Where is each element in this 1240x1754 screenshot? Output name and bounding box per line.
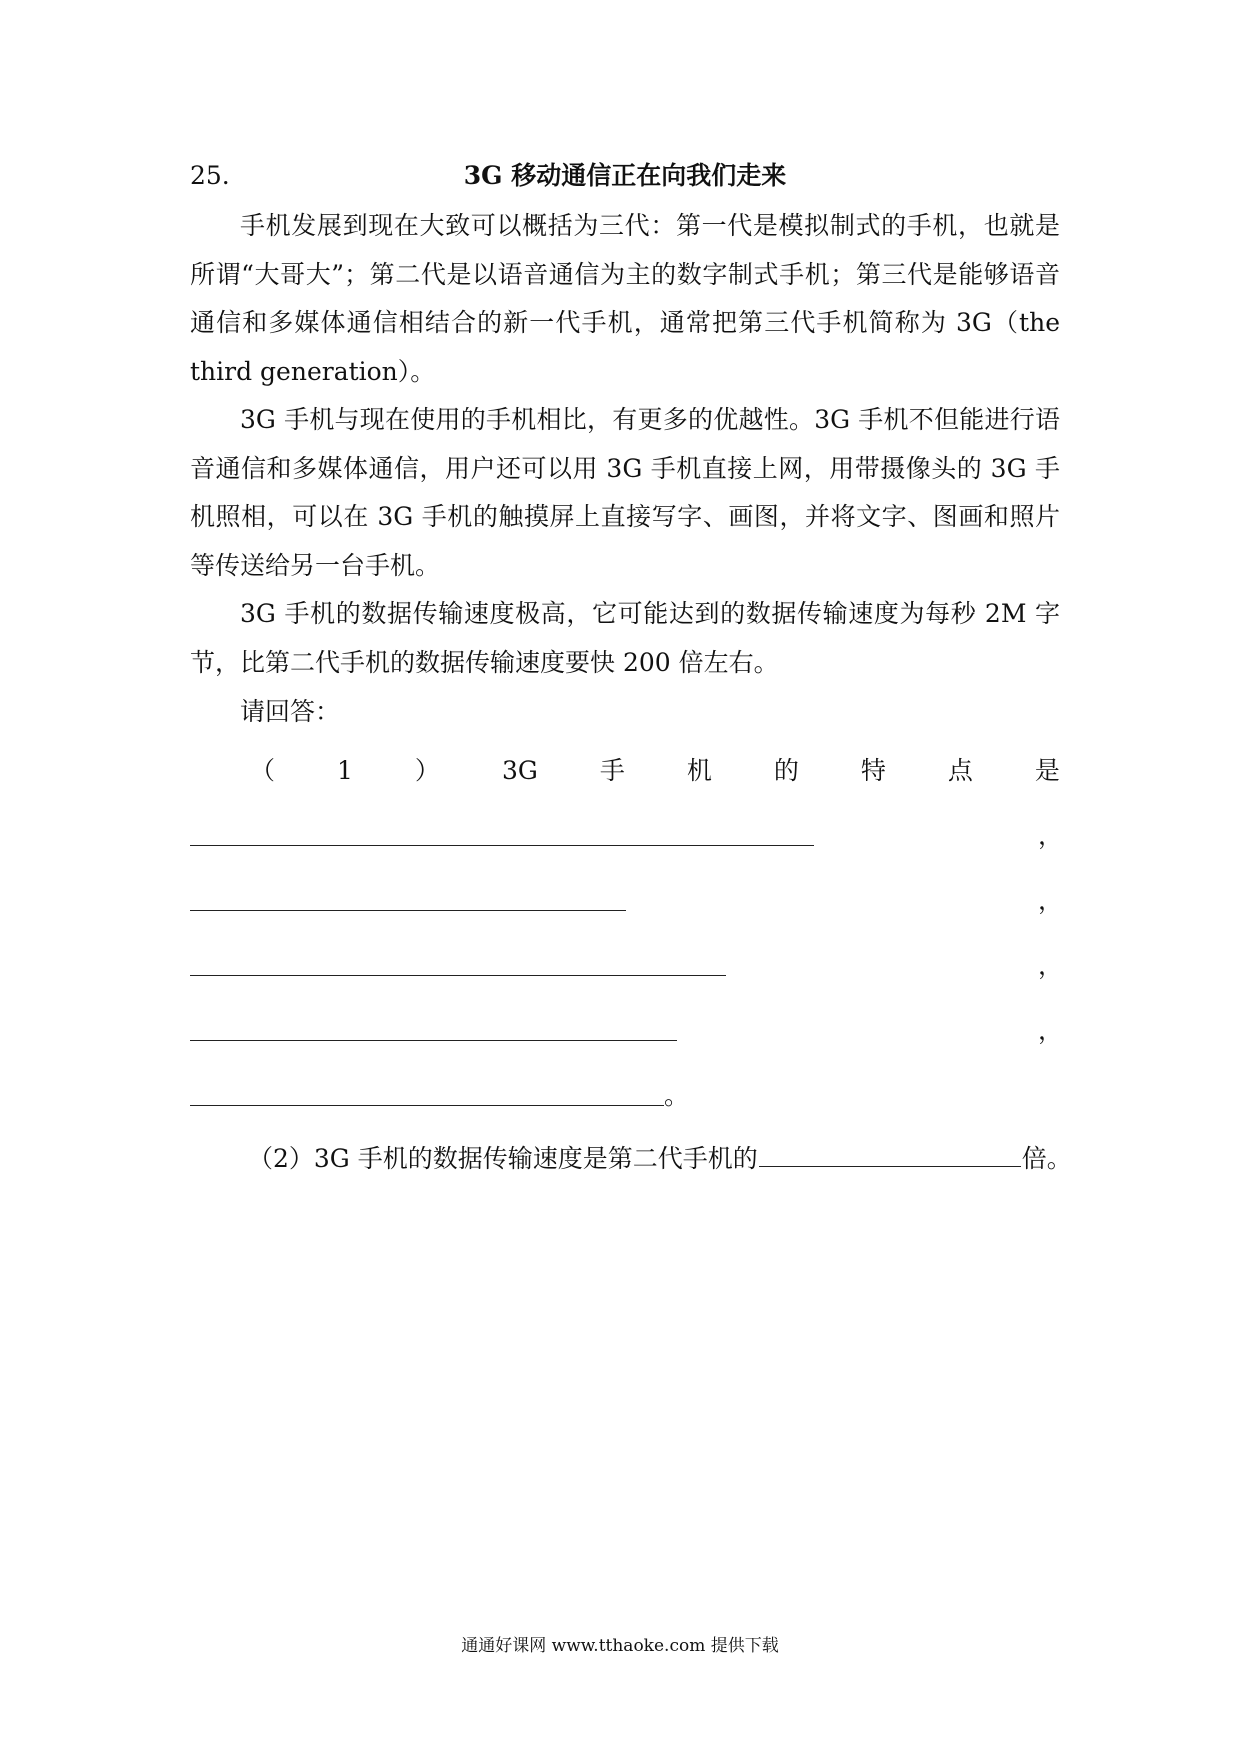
- passage-paragraph: 3G 手机的数据传输速度极高，它可能达到的数据传输速度为每秒 2M 字节，比第二代手机的数据传输速度要快 200 倍左右。: [190, 599, 1060, 677]
- question-2-text: （2）3G 手机的数据传输速度是第二代手机的: [248, 1144, 758, 1173]
- question-number: 25.: [190, 161, 230, 190]
- blank-punctuation: 。: [664, 1081, 690, 1110]
- blank-punctuation: ，: [1038, 821, 1064, 850]
- answer-blank[interactable]: [190, 1105, 664, 1106]
- question-1-token: 是: [1034, 756, 1060, 785]
- answer-blank[interactable]: [759, 1146, 1021, 1167]
- question-1-token: 1: [337, 756, 353, 785]
- passage-title: 3G 移动通信正在向我们走来: [463, 161, 787, 190]
- blank-punctuation: ，: [1038, 1016, 1064, 1045]
- answer-blank-row: [190, 1080, 1060, 1112]
- answer-blank-row: [190, 1015, 1064, 1047]
- question-1-token: （: [250, 756, 276, 785]
- answer-blank-row: [190, 950, 1064, 982]
- answer-prompt: 请回答：: [240, 697, 341, 726]
- answer-blank[interactable]: [190, 910, 626, 911]
- passage-paragraph: 手机发展到现在大致可以概括为三代：第一代是模拟制式的手机，也就是所谓“大哥大”；第二代是以语音通信为主的数字制式手机；第三代是能够语音通信和多媒体通信相结合的新一代手机，通常把第三代手机简称为 3G（the third generation）。: [190, 211, 1060, 386]
- answer-blank[interactable]: [190, 1040, 677, 1041]
- question-1-token: ）: [414, 756, 440, 785]
- answer-blank[interactable]: [190, 845, 814, 846]
- question-2: [248, 1143, 1072, 1175]
- question-1-token: 点: [947, 756, 973, 785]
- passage-paragraph: 3G 手机与现在使用的手机相比，有更多的优越性。3G 手机不但能进行语音通信和多媒体通信，用户还可以用 3G 手机直接上网，用带摄像头的 3G 手机照相，可以在 3G 手机的触摸屏上直接写字、画图，并将文字、图画和照片等传送给另一台手机。: [190, 405, 1060, 580]
- question-2-suffix: 倍。: [1021, 1144, 1072, 1173]
- question-1-token: 3G: [501, 756, 538, 785]
- answer-blank-row: [190, 820, 1064, 852]
- blank-punctuation: ，: [1038, 886, 1064, 915]
- answer-blank[interactable]: [190, 975, 726, 976]
- blank-punctuation: ，: [1038, 951, 1064, 980]
- question-1-token: 特: [860, 756, 886, 785]
- question-1-token: 机: [686, 756, 712, 785]
- question-1-token: 手: [599, 756, 625, 785]
- question-1-token: 的: [773, 756, 799, 785]
- question-1-stem: [250, 755, 1060, 787]
- page-footer: 通通好课网 www.tthaoke.com 提供下载: [461, 1636, 779, 1656]
- answer-blank-row: [190, 885, 1064, 917]
